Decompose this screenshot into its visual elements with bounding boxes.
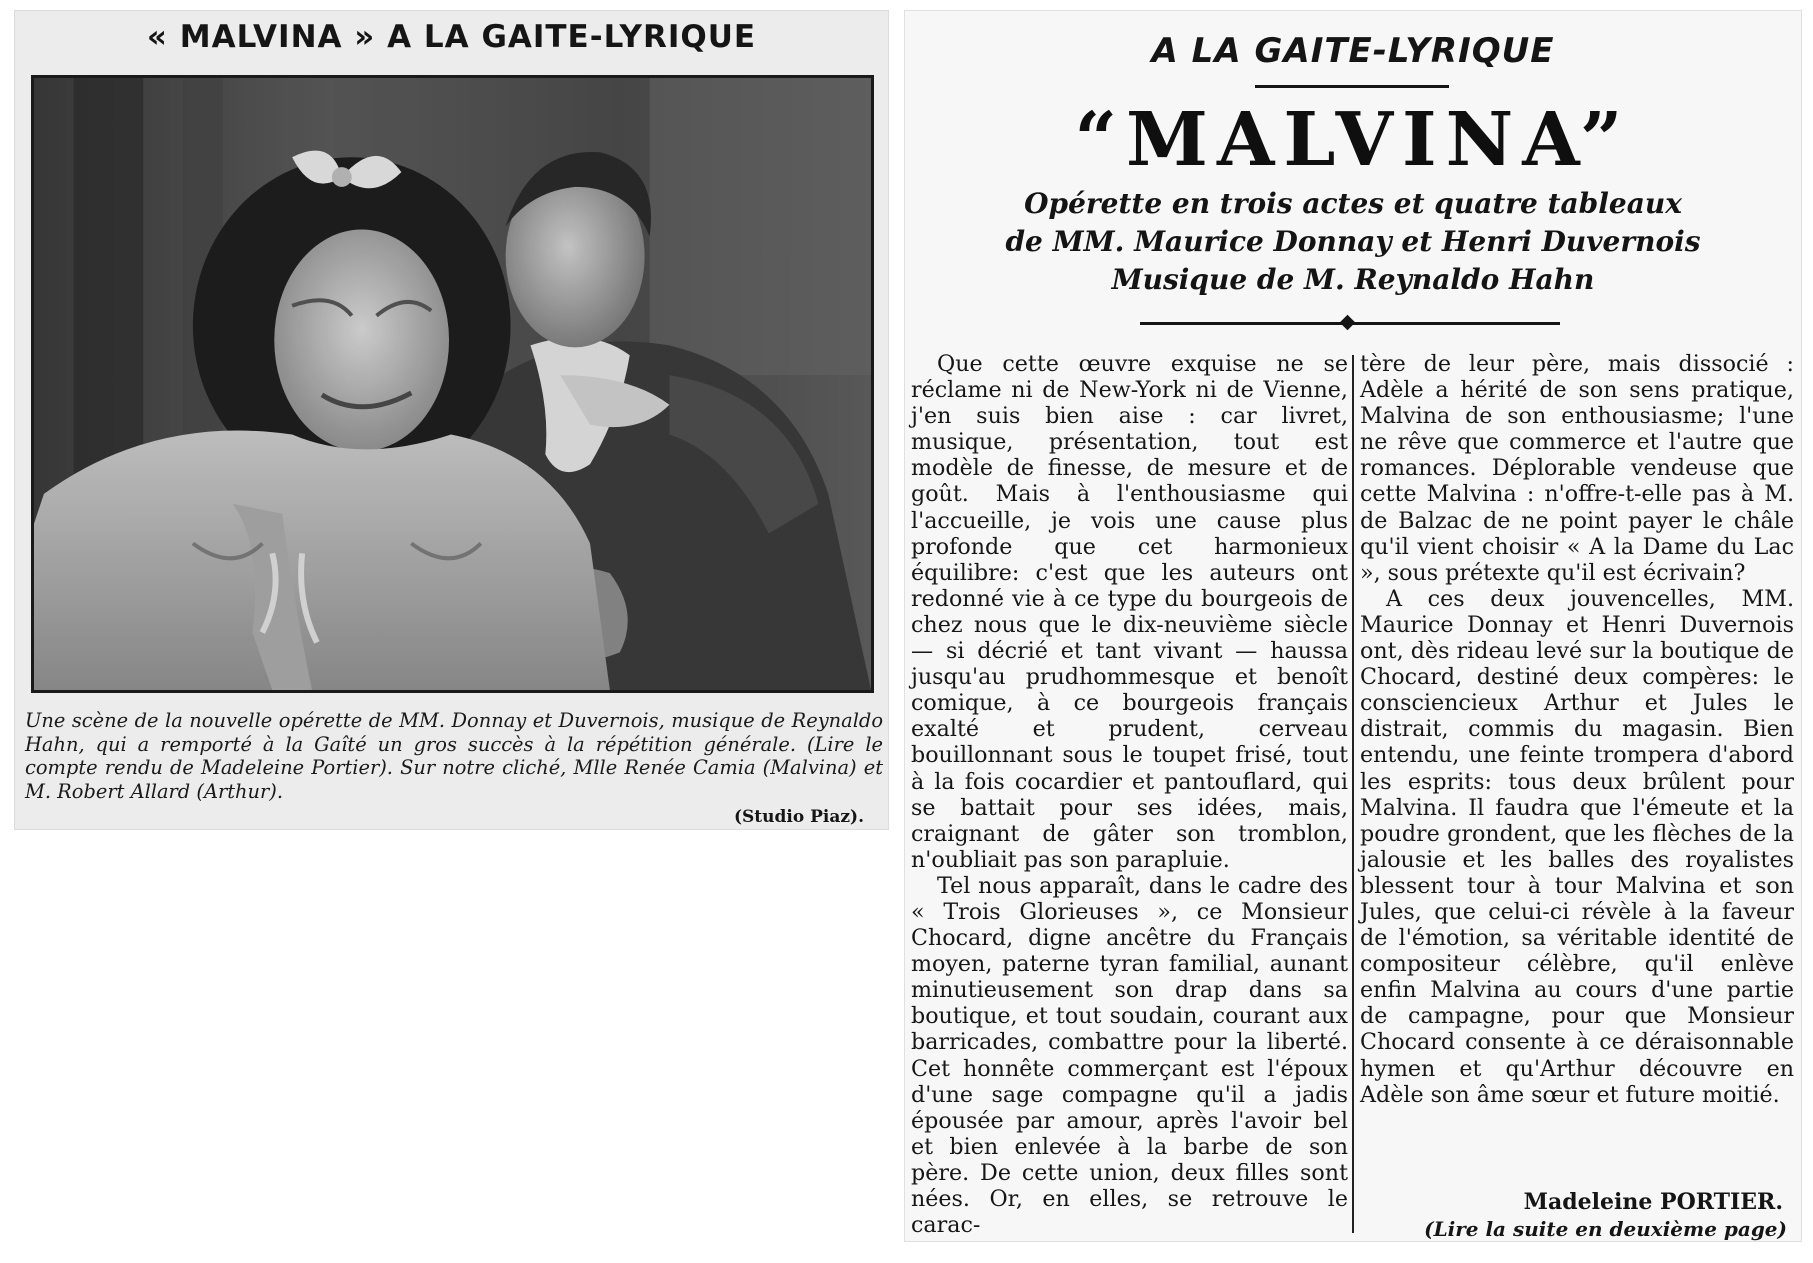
clipping-headline: « MALVINA » A LA GAITE-LYRIQUE (146, 19, 757, 55)
scene-photograph (31, 75, 874, 693)
review-article (904, 10, 1802, 1242)
author-signature: Madeleine PORTIER. (1523, 1189, 1783, 1215)
continuation-note: (Lire la suite en deuxième page) (1424, 1217, 1787, 1241)
photo-caption: Une scène de la nouvelle opérette de MM. Donnay et Duvernois, musique de Reynaldo Hahn, qui a remporté à la Gaîté un gros succès à la répétition générale. (Lire le compte rendu de Madeleine Portier). Sur notre cliché, Mlle Renée Camia (Malvina) et M. Robert Allard (Arthur). (25, 709, 883, 803)
subtitle-line: Musique de M. Reynaldo Hahn (1111, 263, 1595, 296)
kicker-rule (1255, 85, 1449, 88)
column-divider (1352, 355, 1354, 1233)
photo-clipping (14, 10, 889, 830)
scene-photograph-image (34, 78, 871, 690)
article-title: “MALVINA” (1074, 97, 1632, 183)
subtitle-line: Opérette en trois actes et quatre tableaux (1024, 187, 1682, 220)
article-paragraph: A ces deux jouvencelles, MM. Maurice Donnay et Henri Duvernois ont, dès rideau levé sur la boutique de Chocard, destiné deux compères: le consciencieux Arthur et Jules le distrait, commis du magasin. Bien entendu, une feinte trompera d'abord les esprits: tous deux brûlent pour Malvina. Il faudra que l'émeute et la poudre grondent, que les flèches de la jalousie et les balles des royalistes blessent tour à tour Malvina et son Jules, que celui-ci révèle à la faveur de l'émotion, sa véritable identité de compositeur célèbre, qu'il enlève enfin Malvina au cours d'une partie de campagne, pour que Monsieur Chocard consente à ce déraisonnable hymen et qu'Arthur découvre en Adèle son âme sœur et future moitié. (1360, 585, 1794, 1108)
photo-credit: (Studio Piaz). (733, 807, 864, 827)
text-column-left (911, 351, 1348, 1238)
article-kicker: A LA GAITE-LYRIQUE (1151, 31, 1555, 71)
article-paragraph: tère de leur père, mais dissocié : Adèle a hérité de son sens pratique, Malvina de son enthousiasme; l'une ne rêve que commerce et l'autre que romances. Déplorable vendeuse que cette Malvina : n'offre-t-elle pas à M. de Balzac de ne point payer le châle qu'il vient choisir « A la Dame du Lac », sous prétexte qu'il est écrivain? (1360, 351, 1794, 586)
diamond-ornament-icon (1340, 315, 1356, 331)
subtitle-line: de MM. Maurice Donnay et Henri Duvernois (1005, 225, 1701, 258)
article-paragraph: Que cette œuvre exquise ne se réclame ni de New-York ni de Vienne, j'en suis bien aise : car livret, musique, présentation, tout est modèle de finesse, de mesure et de goût. Mais à l'enthousiasme qui l'accueille, je vois une cause plus profonde que cet harmonieux équilibre: c'est que les auteurs ont redonné vie à ce type du bourgeois de chez nous que le dix-neuvième siècle — si décrié et tant vivant — haussa jusqu'au prudhommesque et benoît comique, à ce bourgeois français exalté et prudent, cerveau bouillonnant sous le toupet frisé, tout à la fois cocardier et pantouflard, qui se battait pour ses idées, mais, craignant de gâter son tromblon, n'oubliait pas son parapluie. (911, 351, 1348, 873)
article-subtitle (905, 185, 1801, 299)
article-paragraph: Tel nous apparaît, dans le cadre des « Trois Glorieuses », ce Monsieur Chocard, digne ancêtre du Français moyen, paterne tyran familial, aunant minutieusement son drap dans sa boutique, et tout soudain, courant aux barricades, combattre pour la liberté. Cet honnête commerçant est l'époux d'une sage compagne qu'il a jadis épousée par amour, après l'avoir bel et bien enlevée à la barbe de son père. De cette union, deux filles sont nées. Or, en elles, se retrouve le carac- (911, 872, 1348, 1239)
text-column-right (1360, 351, 1794, 1108)
ornamental-rule (1140, 316, 1560, 330)
